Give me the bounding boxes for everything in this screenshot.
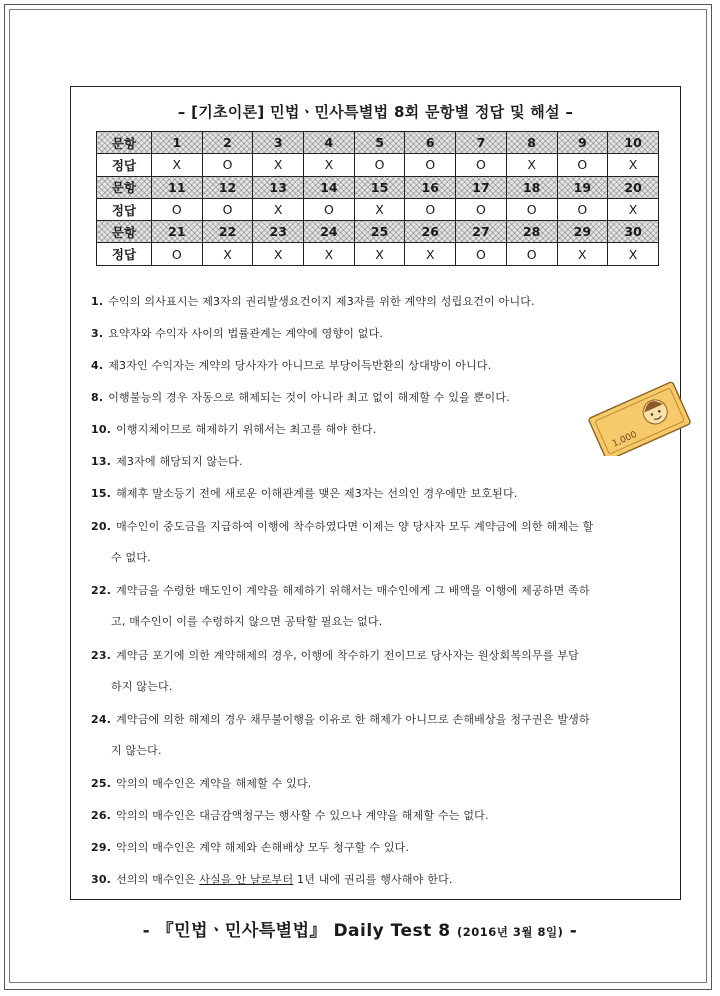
row-header-question: 문항 (97, 132, 152, 154)
question-number-cell: 27 (456, 221, 507, 243)
question-number-cell: 5 (354, 132, 405, 154)
explanation-item: 10. 이행지체이므로 해제하기 위해서는 최고를 해야 한다. (91, 423, 377, 436)
answer-cell: O (202, 198, 253, 220)
explanation-item: 24. 계약금에 의한 해제의 경우 채무불이행을 이유로 한 해제가 아니므로 손해배상을 청구권은 발생하 지 않는다. (91, 713, 590, 757)
question-number-cell: 6 (405, 132, 456, 154)
answer-cell: X (152, 154, 203, 176)
question-number-cell: 18 (506, 176, 557, 198)
answer-cell: X (253, 198, 304, 220)
question-number-cell: 15 (354, 176, 405, 198)
question-number-cell: 7 (456, 132, 507, 154)
question-number-cell: 21 (152, 221, 203, 243)
answer-cell: O (304, 198, 355, 220)
row-header-answer: 정답 (97, 154, 152, 176)
question-number-cell: 8 (506, 132, 557, 154)
answer-cell: X (608, 154, 659, 176)
page-footer: - 『민법ㆍ민사특별법』 Daily Test 8 (2016년 3월 8일) - (142, 921, 578, 941)
answer-cell: O (456, 198, 507, 220)
question-number-cell: 2 (202, 132, 253, 154)
explanation-item: 8. 이행불능의 경우 자동으로 해제되는 것이 아니라 최고 없이 해제할 수 있을 뿐이다. (91, 391, 510, 404)
answer-cell: O (354, 154, 405, 176)
question-number-cell: 14 (304, 176, 355, 198)
question-number-cell: 3 (253, 132, 304, 154)
answer-cell: X (304, 154, 355, 176)
question-number-row (97, 132, 659, 154)
answer-cell: O (405, 198, 456, 220)
answer-cell: O (456, 154, 507, 176)
answer-cell: O (557, 154, 608, 176)
answer-row (97, 154, 659, 176)
explanation-item: 15. 해제후 말소등기 전에 새로운 이해관계를 맺은 제3자는 선의인 경우에만 보호된다. (91, 487, 518, 500)
question-number-cell: 28 (506, 221, 557, 243)
question-number-cell: 12 (202, 176, 253, 198)
banknote-illustration (584, 378, 696, 456)
question-number-row (97, 176, 659, 198)
answer-row (97, 243, 659, 265)
answer-cell: X (354, 198, 405, 220)
answer-cell: O (202, 154, 253, 176)
answer-cell: O (152, 198, 203, 220)
answer-cell: X (557, 243, 608, 265)
question-number-cell: 24 (304, 221, 355, 243)
answer-cell: X (253, 154, 304, 176)
answer-row (97, 198, 659, 220)
answer-cell: X (253, 243, 304, 265)
explanation-item: 23. 계약금 포기에 의한 계약해제의 경우, 이행에 착수하기 전이므로 당사자는 원상회복의무를 부담 하지 않는다. (91, 649, 579, 693)
question-number-cell: 25 (354, 221, 405, 243)
question-number-cell: 13 (253, 176, 304, 198)
explanation-item: 22. 계약금을 수령한 매도인이 계약을 해제하기 위해서는 매수인에게 그 배액을 이행에 제공하면 족하 고, 매수인이 이를 수령하지 않으면 공탁할 필요는 없다. (91, 584, 590, 628)
answer-table (96, 131, 659, 266)
question-number-cell: 16 (405, 176, 456, 198)
question-number-cell: 30 (608, 221, 659, 243)
question-number-cell: 9 (557, 132, 608, 154)
answer-cell: X (202, 243, 253, 265)
question-number-cell: 29 (557, 221, 608, 243)
answer-cell: X (304, 243, 355, 265)
question-number-cell: 23 (253, 221, 304, 243)
question-number-cell: 10 (608, 132, 659, 154)
answer-cell: X (354, 243, 405, 265)
question-number-cell: 22 (202, 221, 253, 243)
explanation-item: 25. 악의의 매수인은 계약을 해제할 수 있다. (91, 777, 312, 790)
question-number-cell: 26 (405, 221, 456, 243)
explanation-item: 20. 매수인이 중도금을 지급하여 이행에 착수하였다면 이제는 양 당사자 모두 계약금에 의한 해제는 할 수 없다. (91, 520, 594, 564)
answer-cell: O (405, 154, 456, 176)
page-title: – [기초이론] 민법ㆍ민사특별법 8회 문항별 정답 및 해설 – (177, 103, 574, 121)
answer-cell: O (152, 243, 203, 265)
question-number-cell: 20 (608, 176, 659, 198)
explanation-item: 30. 선의의 매수인은 사실을 안 날로부터 1년 내에 권리를 행사해야 한다. (91, 873, 453, 886)
answer-cell: O (456, 243, 507, 265)
content-frame (70, 86, 681, 900)
explanation-item: 3. 요약자와 수익자 사이의 법률관계는 계약에 영향이 없다. (91, 327, 384, 340)
answer-cell: X (405, 243, 456, 265)
question-number-cell: 11 (152, 176, 203, 198)
explanation-item: 4. 제3자인 수익자는 계약의 당사자가 아니므로 부당이득반환의 상대방이 아니다. (91, 359, 492, 372)
explanation-item: 29. 악의의 매수인은 계약 해제와 손해배상 모두 청구할 수 있다. (91, 841, 410, 854)
banknote-value: 1,000 (610, 429, 639, 450)
answer-cell: O (557, 198, 608, 220)
explanation-item: 13. 제3자에 해당되지 않는다. (91, 455, 243, 468)
answer-cell: X (608, 198, 659, 220)
row-header-answer: 정답 (97, 243, 152, 265)
question-number-cell: 1 (152, 132, 203, 154)
explanation-item: 1. 수익의 의사표시는 제3자의 권리발생요건이지 제3자를 위한 계약의 성립요건이 아니다. (91, 295, 535, 308)
row-header-question: 문항 (97, 221, 152, 243)
answer-cell: X (608, 243, 659, 265)
answer-cell: O (506, 243, 557, 265)
question-number-cell: 17 (456, 176, 507, 198)
question-number-cell: 19 (557, 176, 608, 198)
answer-cell: O (506, 198, 557, 220)
explanation-item: 26. 악의의 매수인은 대금감액청구는 행사할 수 있으나 계약을 해제할 수는 없다. (91, 809, 489, 822)
row-header-question: 문항 (97, 176, 152, 198)
underlined-phrase: 사실을 안 날로부터 (199, 873, 294, 886)
question-number-row (97, 221, 659, 243)
question-number-cell: 4 (304, 132, 355, 154)
row-header-answer: 정답 (97, 198, 152, 220)
answer-cell: X (506, 154, 557, 176)
